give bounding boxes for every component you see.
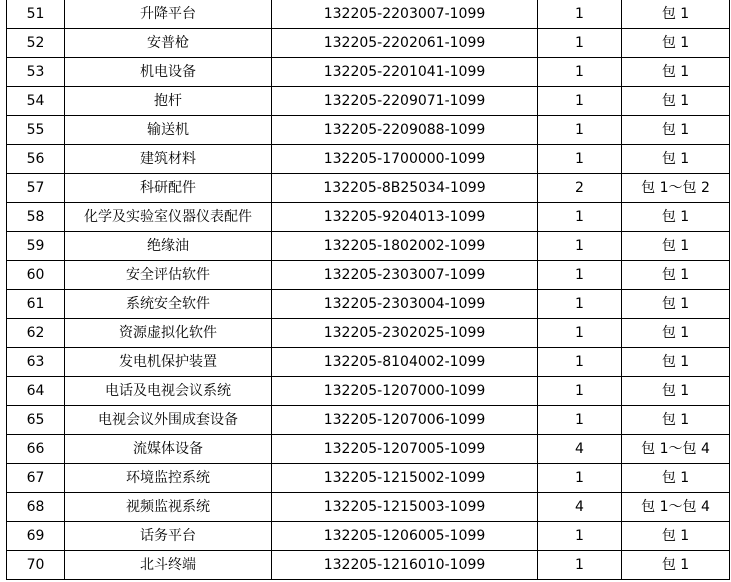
- item-code-cell: 132205-1215002-1099: [272, 464, 538, 493]
- item-name-cell: 电视会议外围成套设备: [65, 406, 272, 435]
- table-body: [7, 0, 730, 580]
- quantity-cell: 1: [538, 290, 622, 319]
- row-number-cell: 68: [7, 493, 65, 522]
- table-row: [7, 464, 730, 493]
- quantity-cell: 2: [538, 174, 622, 203]
- item-name-cell: 北斗终端: [65, 551, 272, 580]
- package-cell: 包 1: [622, 87, 730, 116]
- item-code-cell: 132205-2209088-1099: [272, 116, 538, 145]
- table-row: [7, 348, 730, 377]
- table-row: [7, 261, 730, 290]
- quantity-cell: 4: [538, 493, 622, 522]
- row-number-cell: 62: [7, 319, 65, 348]
- table-row: [7, 290, 730, 319]
- row-number-cell: 59: [7, 232, 65, 261]
- item-name-cell: 发电机保护装置: [65, 348, 272, 377]
- item-code-cell: 132205-1700000-1099: [272, 145, 538, 174]
- quantity-cell: 1: [538, 87, 622, 116]
- row-number-cell: 61: [7, 290, 65, 319]
- item-code-cell: 132205-2303007-1099: [272, 261, 538, 290]
- item-code-cell: 132205-1207000-1099: [272, 377, 538, 406]
- item-name-cell: 绝缘油: [65, 232, 272, 261]
- row-number-cell: 60: [7, 261, 65, 290]
- row-number-cell: 58: [7, 203, 65, 232]
- row-number-cell: 51: [7, 0, 65, 29]
- quantity-cell: 1: [538, 58, 622, 87]
- item-code-cell: 132205-1207005-1099: [272, 435, 538, 464]
- item-name-cell: 电话及电视会议系统: [65, 377, 272, 406]
- package-cell: 包 1: [622, 58, 730, 87]
- quantity-cell: 1: [538, 116, 622, 145]
- item-code-cell: 132205-2201041-1099: [272, 58, 538, 87]
- row-number-cell: 63: [7, 348, 65, 377]
- table-row: [7, 0, 730, 29]
- item-name-cell: 建筑材料: [65, 145, 272, 174]
- item-code-cell: 132205-1206005-1099: [272, 522, 538, 551]
- package-cell: 包 1: [622, 232, 730, 261]
- quantity-cell: 1: [538, 203, 622, 232]
- item-name-cell: 资源虚拟化软件: [65, 319, 272, 348]
- item-code-cell: 132205-2203007-1099: [272, 0, 538, 29]
- table-row: [7, 232, 730, 261]
- table-row: [7, 87, 730, 116]
- item-name-cell: 话务平台: [65, 522, 272, 551]
- item-name-cell: 输送机: [65, 116, 272, 145]
- row-number-cell: 67: [7, 464, 65, 493]
- table-row: [7, 319, 730, 348]
- row-number-cell: 54: [7, 87, 65, 116]
- package-cell: 包 1～包 4: [622, 435, 730, 464]
- row-number-cell: 52: [7, 29, 65, 58]
- item-code-cell: 132205-2303004-1099: [272, 290, 538, 319]
- quantity-cell: 1: [538, 29, 622, 58]
- package-cell: 包 1: [622, 29, 730, 58]
- table-row: [7, 203, 730, 232]
- procurement-table-container: [6, 0, 730, 580]
- quantity-cell: 1: [538, 406, 622, 435]
- item-name-cell: 安全评估软件: [65, 261, 272, 290]
- item-code-cell: 132205-2209071-1099: [272, 87, 538, 116]
- item-name-cell: 安普枪: [65, 29, 272, 58]
- table-row: [7, 406, 730, 435]
- table-row: [7, 551, 730, 580]
- item-name-cell: 升降平台: [65, 0, 272, 29]
- item-name-cell: 环境监控系统: [65, 464, 272, 493]
- row-number-cell: 66: [7, 435, 65, 464]
- package-cell: 包 1: [622, 522, 730, 551]
- quantity-cell: 1: [538, 377, 622, 406]
- row-number-cell: 53: [7, 58, 65, 87]
- package-cell: 包 1: [622, 116, 730, 145]
- package-cell: 包 1: [622, 551, 730, 580]
- item-code-cell: 132205-8104002-1099: [272, 348, 538, 377]
- table-row: [7, 116, 730, 145]
- table-row: [7, 145, 730, 174]
- package-cell: 包 1: [622, 145, 730, 174]
- procurement-table: [6, 0, 730, 580]
- quantity-cell: 1: [538, 0, 622, 29]
- quantity-cell: 1: [538, 145, 622, 174]
- table-row: [7, 58, 730, 87]
- item-name-cell: 系统安全软件: [65, 290, 272, 319]
- quantity-cell: 1: [538, 319, 622, 348]
- table-row: [7, 29, 730, 58]
- quantity-cell: 1: [538, 551, 622, 580]
- row-number-cell: 70: [7, 551, 65, 580]
- package-cell: 包 1: [622, 261, 730, 290]
- quantity-cell: 1: [538, 348, 622, 377]
- row-number-cell: 55: [7, 116, 65, 145]
- item-code-cell: 132205-1207006-1099: [272, 406, 538, 435]
- item-name-cell: 流媒体设备: [65, 435, 272, 464]
- package-cell: 包 1: [622, 203, 730, 232]
- quantity-cell: 4: [538, 435, 622, 464]
- table-row: [7, 377, 730, 406]
- package-cell: 包 1: [622, 319, 730, 348]
- package-cell: 包 1: [622, 377, 730, 406]
- table-row: [7, 435, 730, 464]
- item-code-cell: 132205-1216010-1099: [272, 551, 538, 580]
- package-cell: 包 1: [622, 290, 730, 319]
- table-row: [7, 174, 730, 203]
- package-cell: 包 1: [622, 464, 730, 493]
- item-code-cell: 132205-8B25034-1099: [272, 174, 538, 203]
- item-name-cell: 机电设备: [65, 58, 272, 87]
- row-number-cell: 64: [7, 377, 65, 406]
- package-cell: 包 1: [622, 348, 730, 377]
- item-code-cell: 132205-9204013-1099: [272, 203, 538, 232]
- quantity-cell: 1: [538, 522, 622, 551]
- item-name-cell: 视频监视系统: [65, 493, 272, 522]
- package-cell: 包 1: [622, 406, 730, 435]
- row-number-cell: 57: [7, 174, 65, 203]
- quantity-cell: 1: [538, 232, 622, 261]
- table-row: [7, 493, 730, 522]
- row-number-cell: 56: [7, 145, 65, 174]
- item-code-cell: 132205-1215003-1099: [272, 493, 538, 522]
- item-name-cell: 抱杆: [65, 87, 272, 116]
- row-number-cell: 65: [7, 406, 65, 435]
- item-name-cell: 化学及实验室仪器仪表配件: [65, 203, 272, 232]
- item-name-cell: 科研配件: [65, 174, 272, 203]
- item-code-cell: 132205-2202061-1099: [272, 29, 538, 58]
- package-cell: 包 1: [622, 0, 730, 29]
- package-cell: 包 1～包 4: [622, 493, 730, 522]
- quantity-cell: 1: [538, 464, 622, 493]
- table-row: [7, 522, 730, 551]
- item-code-cell: 132205-2302025-1099: [272, 319, 538, 348]
- package-cell: 包 1～包 2: [622, 174, 730, 203]
- quantity-cell: 1: [538, 261, 622, 290]
- item-code-cell: 132205-1802002-1099: [272, 232, 538, 261]
- row-number-cell: 69: [7, 522, 65, 551]
